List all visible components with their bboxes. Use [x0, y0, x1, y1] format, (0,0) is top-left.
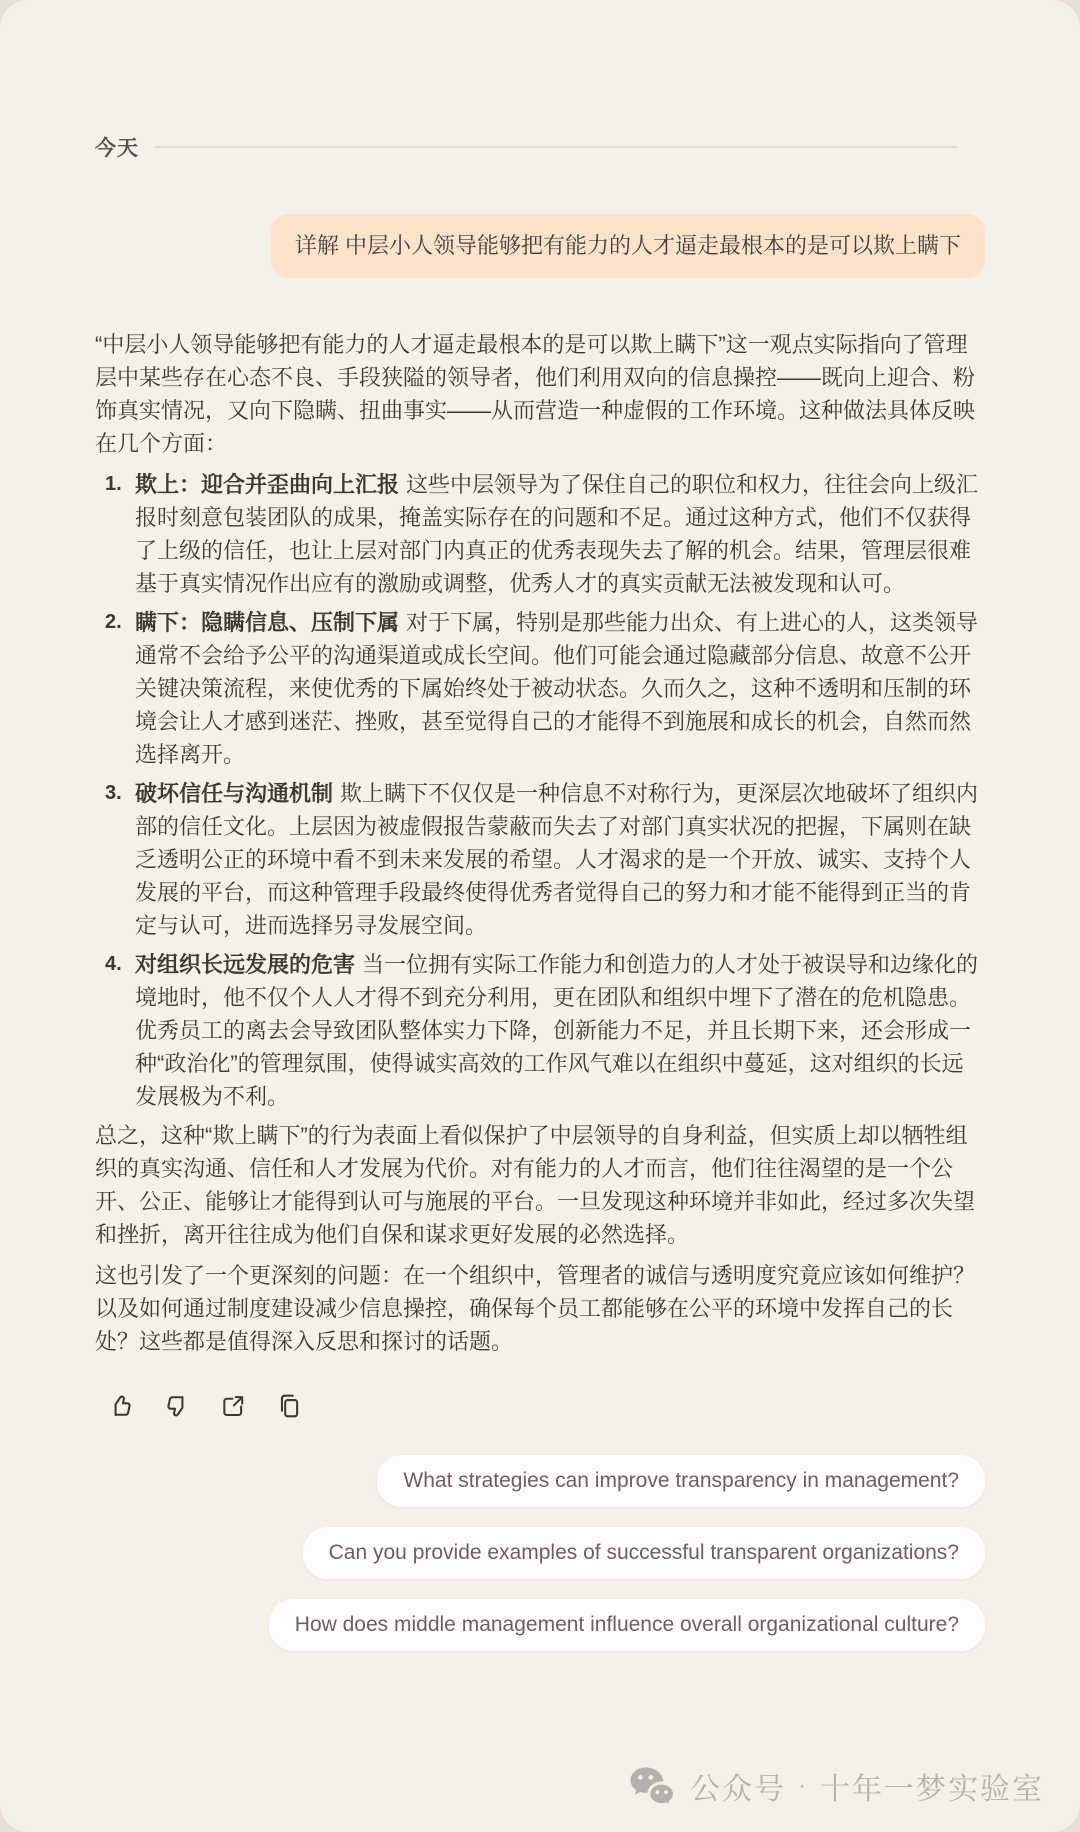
list-item — [95, 606, 985, 771]
copy-button[interactable] — [275, 1392, 302, 1419]
user-message-bubble: 详解 中层小人领导能够把有能力的人才逼走最根本的是可以欺上瞒下 — [271, 214, 985, 278]
message-actions — [95, 1392, 985, 1419]
watermark — [0, 1764, 1080, 1832]
user-message-row — [95, 214, 985, 278]
assistant-summary-paragraph: 总之，这种“欺上瞒下”的行为表面上看似保护了中层领导的自身利益，但实质上却以牺牲组织的真实沟通、信任和人才发展为代价。对有能力的人才而言，他们往往渴望的是一个公开、公正、能够让才能得到认可与施展的平台。一旦发现这种环境并非如此，经过多次失望和挫折，离开往往成为他们自保和谋求更好发展的必然选择。 — [95, 1123, 976, 1247]
list-item-text — [135, 606, 985, 771]
date-label: 今天 — [95, 137, 139, 160]
copy-icon — [276, 1393, 302, 1419]
suggested-questions — [95, 1455, 985, 1651]
suggestion-chip[interactable]: Can you provide examples of successful transparent organizations? — [303, 1527, 985, 1579]
wechat-official-account-icon — [628, 1765, 676, 1807]
watermark-separator: · — [798, 1772, 808, 1799]
watermark-name: 十年一梦实验室 — [820, 1773, 1044, 1806]
thumbs-up-icon — [108, 1393, 134, 1419]
list-item-body: 对于下属，特别是那些能力出众、有上进心的人，这类领导通常不会给予公平的沟通渠道或成长空间。他们可能会通过隐藏部分信息、故意不公开关键决策流程，来使优秀的下属始终处于被动状态。久而久之，这种不透明和压制的环境会让人才感到迷茫、挫败，甚至觉得自己的才能得不到施展和成长的机会，自然而然选择离开。 — [135, 610, 979, 767]
list-item-title: 瞒下：隐瞒信息、压制下属 — [135, 610, 400, 635]
share-icon — [220, 1393, 246, 1419]
suggestion-chip[interactable]: What strategies can improve transparency in management? — [377, 1455, 985, 1507]
list-item — [95, 777, 985, 942]
list-item-body: 当一位拥有实际工作能力和创造力的人才处于被误导和边缘化的境地时，他不仅个人人才得不到充分利用，更在团队和组织中埋下了潜在的危机隐患。优秀员工的离去会导致团队整体实力下降，创新能力不足，并且长期下来，还会形成一种“政治化”的管理氛围，使得诚实高效的工作风气难以在组织中蔓延，这对组织的长远发展极为不利。 — [135, 952, 979, 1109]
list-item — [95, 948, 985, 1113]
assistant-intro-paragraph: “中层小人领导能够把有能力的人才逼走最根本的是可以欺上瞒下”这一观点实际指向了管理层中某些存在心态不良、手段狭隘的领导者，他们利用双向的信息操控——既向上迎合、粉饰真实情况，又向下隐瞒、扭曲事实——从而营造一种虚假的工作环境。这种做法具体反映在几个方面： — [95, 332, 976, 456]
list-item — [95, 468, 985, 600]
list-item-number: 1. — [105, 473, 122, 495]
list-item-body: 这些中层领导为了保住自己的职位和权力，往往会向上级汇报时刻意包装团队的成果，掩盖实际存在的问题和不足。通过这种方式，他们不仅获得了上级的信任，也让上层对部门内真正的优秀表现失去了解的机会。结果，管理层很难基于真实情况作出应有的激励或调整，优秀人才的真实贡献无法被发现和认可。 — [135, 472, 979, 596]
thumbs-down-icon — [164, 1393, 190, 1419]
thumbs-down-button[interactable] — [163, 1392, 190, 1419]
list-item-title: 对组织长远发展的危害 — [135, 952, 356, 977]
list-item-text — [135, 468, 985, 600]
divider-line — [155, 146, 957, 148]
assistant-numbered-list — [95, 468, 985, 1113]
list-item-text — [135, 948, 985, 1113]
watermark-text — [690, 1764, 1044, 1808]
list-item-text — [135, 777, 985, 942]
list-item-body: 欺上瞒下不仅仅是一种信息不对称行为，更深层次地破坏了组织内部的信任文化。上层因为被虚假报告蒙蔽而失去了对部门真实状况的把握，下属则在缺乏透明公正的环境中看不到未来发展的希望。人才渴求的是一个开放、诚实、支持个人发展的平台，而这种管理手段最终使得优秀者觉得自己的努力和才能不能得到正当的肯定与认可，进而选择另寻发展空间。 — [135, 781, 979, 938]
assistant-message — [95, 328, 985, 1366]
date-divider — [95, 132, 985, 162]
assistant-question-paragraph: 这也引发了一个更深刻的问题：在一个组织中，管理者的诚信与透明度究竟应该如何维护？以及如何通过制度建设减少信息操控，确保每个员工都能够在公平的环境中发挥自己的长处？这些都是值得深入反思和探讨的话题。 — [95, 1263, 976, 1354]
list-item-number: 4. — [105, 953, 122, 975]
list-item-number: 2. — [105, 611, 122, 633]
share-button[interactable] — [219, 1392, 246, 1419]
list-item-number: 3. — [105, 782, 122, 804]
list-item-title: 欺上：迎合并歪曲向上汇报 — [135, 472, 400, 497]
watermark-platform: 公众号 — [690, 1773, 786, 1806]
list-item-title: 破坏信任与沟通机制 — [135, 781, 334, 806]
suggestion-chip[interactable]: How does middle management influence overall organizational culture? — [269, 1599, 985, 1651]
thumbs-up-button[interactable] — [107, 1392, 134, 1419]
